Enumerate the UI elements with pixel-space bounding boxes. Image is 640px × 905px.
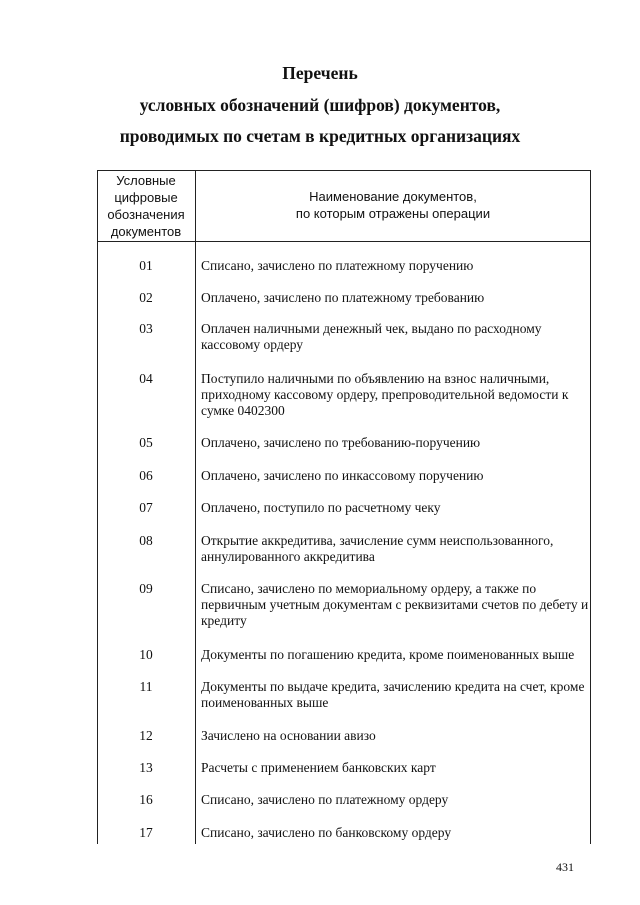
codes-table [97, 170, 591, 844]
header-code-line: обозначения [107, 207, 185, 222]
row-code: 02 [139, 290, 153, 305]
row-code: 03 [139, 321, 153, 336]
row-description: Документы по выдаче кредита, зачислению кредита на счет, кроме поименованных выше [201, 679, 585, 710]
header-name-line: Наименование документов, [309, 189, 477, 204]
table-column-divider [195, 170, 196, 844]
document-subtitle-line-1: условных обозначений (шифров) документов, [139, 95, 501, 115]
row-code: 10 [139, 647, 153, 662]
row-code: 16 [139, 792, 153, 807]
row-description: Списано, зачислено по мемориальному ордеру, а также по первичным учетным документам с реквизитами счетов по дебету и кредиту [201, 581, 589, 628]
document-title: Перечень [282, 63, 358, 83]
table-header-divider [97, 241, 591, 242]
header-code-line: Условные [116, 173, 176, 188]
row-description: Списано, зачислено по банковскому ордеру [201, 825, 452, 840]
row-code: 08 [139, 533, 153, 548]
row-code: 12 [139, 728, 153, 743]
document-subtitle-line-2: проводимых по счетам в кредитных организациях [119, 126, 521, 146]
row-description: Оплачено, поступило по расчетному чеку [201, 500, 441, 515]
row-description: Оплачено, зачислено по платежному требованию [201, 290, 485, 305]
header-code-line: цифровые [114, 190, 178, 205]
row-description: Поступило наличными по объявлению на взнос наличными, приходному кассовому ордеру, препроводительной ведомости к сумке 0402300 [201, 371, 569, 418]
row-code: 07 [139, 500, 153, 515]
header-code-column [97, 172, 195, 240]
row-code: 17 [139, 825, 153, 840]
row-code: 09 [139, 581, 153, 596]
row-description: Оплачено, зачислено по инкассовому поручению [201, 468, 484, 483]
row-description: Расчеты с применением банковских карт [201, 760, 436, 775]
row-code: 11 [139, 679, 153, 694]
row-description: Документы по погашению кредита, кроме поименованных выше [201, 647, 575, 662]
table-right-border [590, 170, 591, 844]
row-code: 06 [139, 468, 153, 483]
row-code: 04 [139, 371, 153, 386]
header-name-line: по которым отражены операции [295, 206, 491, 221]
row-code: 13 [139, 760, 153, 775]
row-code: 01 [139, 258, 153, 273]
row-description: Оплачено, зачислено по требованию-поручению [201, 435, 481, 450]
table-top-border [97, 170, 591, 171]
header-code-line: документов [110, 224, 182, 239]
row-description: Списано, зачислено по платежному поручению [201, 258, 474, 273]
row-description: Списано, зачислено по платежному ордеру [201, 792, 449, 807]
page-number: 431 [556, 860, 574, 874]
header-name-column [195, 188, 591, 222]
row-description: Открытие аккредитива, зачисление сумм неиспользованного, аннулированного аккредитива [201, 533, 554, 564]
row-code: 05 [139, 435, 153, 450]
row-description: Зачислено на основании авизо [201, 728, 376, 743]
row-description: Оплачен наличными денежный чек, выдано по расходному кассовому ордеру [201, 321, 542, 352]
